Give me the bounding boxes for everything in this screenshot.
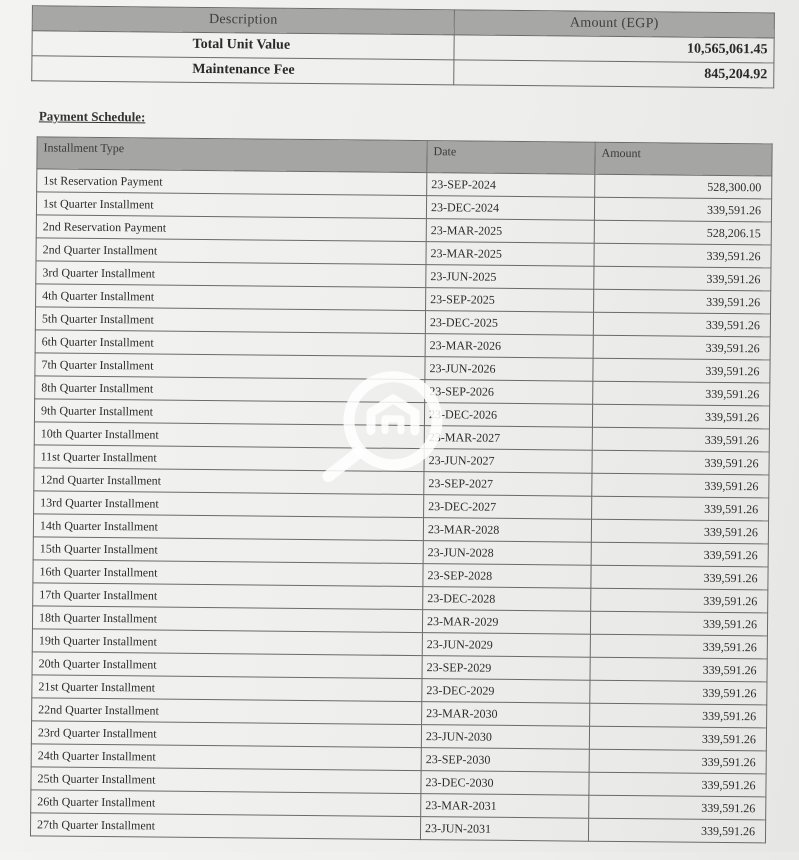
installment-type-cell: 19th Quarter Installment (32, 629, 422, 656)
installment-type-cell: 8th Quarter Installment (35, 376, 425, 403)
amount-cell: 339,591.26 (594, 197, 771, 222)
amount-cell: 339,591.26 (593, 335, 770, 360)
installment-type-cell: 14th Quarter Installment (33, 514, 423, 541)
installment-type-cell: 9th Quarter Installment (34, 399, 424, 426)
schedule-body (30, 169, 771, 843)
amount-cell: 339,591.26 (592, 450, 769, 475)
date-cell: 23-SEP-2025 (426, 288, 594, 313)
amount-cell: 339,591.26 (589, 749, 766, 774)
amount-cell: 339,591.26 (593, 358, 770, 383)
payment-schedule-title: Payment Schedule: (38, 108, 146, 125)
date-cell: 23-JUN-2031 (420, 817, 588, 842)
installment-type-cell: 16th Quarter Installment (33, 560, 423, 587)
amount-cell: 339,591.26 (589, 726, 766, 751)
amount-cell: 339,591.26 (591, 565, 768, 590)
date-cell: 23-MAR-2025 (426, 219, 594, 244)
amount-cell: 339,591.26 (591, 519, 768, 544)
date-cell: 23-MAR-2027 (424, 426, 592, 451)
amount-cell: 339,591.26 (592, 404, 769, 429)
date-cell: 23-SEP-2024 (427, 173, 595, 198)
amount-cell: 339,591.26 (591, 542, 768, 567)
date-cell: 23-DEC-2025 (425, 311, 593, 336)
installment-type-cell: 2nd Reservation Payment (36, 215, 426, 242)
amount-cell: 339,591.26 (593, 312, 770, 337)
summary-table (31, 5, 775, 88)
date-cell: 23-DEC-2029 (422, 679, 590, 704)
installment-type-cell: 20th Quarter Installment (32, 652, 422, 679)
installment-type-cell: 26th Quarter Installment (31, 790, 421, 817)
date-cell: 23-DEC-2027 (424, 495, 592, 520)
summary-header-description: Description (32, 6, 454, 35)
installment-type-cell: 27th Quarter Installment (30, 813, 420, 840)
amount-cell: 339,591.26 (590, 634, 767, 659)
date-cell: 23-DEC-2028 (423, 587, 591, 612)
amount-cell: 339,591.26 (590, 611, 767, 636)
date-cell: 23-SEP-2030 (421, 748, 589, 773)
installment-type-cell: 23rd Quarter Installment (31, 721, 421, 748)
installment-type-cell: 2nd Quarter Installment (36, 238, 426, 265)
schedule-header-date: Date (427, 141, 595, 175)
installment-type-cell: 13rd Quarter Installment (34, 491, 424, 518)
date-cell: 23-SEP-2026 (425, 380, 593, 405)
date-cell: 23-MAR-2025 (426, 242, 594, 267)
installment-type-cell: 12nd Quarter Installment (34, 468, 424, 495)
amount-cell: 339,591.26 (590, 657, 767, 682)
date-cell: 23-JUN-2030 (421, 725, 589, 750)
installment-type-cell: 21st Quarter Installment (32, 675, 422, 702)
amount-cell: 339,591.26 (589, 772, 766, 797)
payment-schedule-table (30, 136, 773, 843)
summary-amount: 10,565,061.45 (454, 35, 774, 63)
date-cell: 23-DEC-2024 (426, 196, 594, 221)
amount-cell: 339,591.26 (592, 427, 769, 452)
amount-cell: 528,300.00 (595, 174, 772, 199)
date-cell: 23-MAR-2030 (422, 702, 590, 727)
schedule-header-amount: Amount (595, 142, 772, 176)
installment-type-cell: 17th Quarter Installment (33, 583, 423, 610)
date-cell: 23-MAR-2029 (422, 610, 590, 635)
installment-type-cell: 1st Quarter Installment (36, 192, 426, 219)
amount-cell: 339,591.26 (590, 680, 767, 705)
installment-type-cell: 7th Quarter Installment (35, 353, 425, 380)
amount-cell: 339,591.26 (591, 588, 768, 613)
installment-type-cell: 11st Quarter Installment (34, 445, 424, 472)
amount-cell: 339,591.26 (594, 289, 771, 314)
date-cell: 23-MAR-2031 (421, 794, 589, 819)
installment-type-cell: 6th Quarter Installment (35, 330, 425, 357)
amount-cell: 339,591.26 (594, 266, 771, 291)
installment-type-cell: 25th Quarter Installment (31, 767, 421, 794)
date-cell: 23-JUN-2025 (426, 265, 594, 290)
installment-type-cell: 18th Quarter Installment (32, 606, 422, 633)
amount-cell: 339,591.26 (588, 818, 765, 843)
installment-type-cell: 15th Quarter Installment (33, 537, 423, 564)
installment-type-cell: 4th Quarter Installment (36, 284, 426, 311)
date-cell: 23-JUN-2027 (424, 449, 592, 474)
installment-type-cell: 24th Quarter Installment (31, 744, 421, 771)
date-cell: 23-JUN-2028 (423, 541, 591, 566)
installment-type-cell: 10th Quarter Installment (34, 422, 424, 449)
amount-cell: 528,206.15 (594, 220, 771, 245)
amount-cell: 339,591.26 (590, 703, 767, 728)
amount-cell: 339,591.26 (593, 381, 770, 406)
summary-header-amount: Amount (EGP) (454, 10, 774, 38)
date-cell: 23-JUN-2026 (425, 357, 593, 382)
amount-cell: 339,591.26 (594, 243, 771, 268)
summary-amount: 845,204.92 (454, 60, 774, 88)
date-cell: 23-JUN-2029 (422, 633, 590, 658)
amount-cell: 339,591.26 (589, 795, 766, 820)
date-cell: 23-SEP-2027 (424, 472, 592, 497)
date-cell: 23-MAR-2028 (423, 518, 591, 543)
amount-cell: 339,591.26 (592, 473, 769, 498)
installment-type-cell: 5th Quarter Installment (35, 307, 425, 334)
installment-type-cell: 22nd Quarter Installment (32, 698, 422, 725)
summary-label: Total Unit Value (32, 31, 454, 60)
summary-body (32, 31, 774, 88)
schedule-header-type: Installment Type (37, 137, 427, 173)
installment-type-cell: 3rd Quarter Installment (36, 261, 426, 288)
date-cell: 23-DEC-2026 (424, 403, 592, 428)
date-cell: 23-SEP-2029 (422, 656, 590, 681)
installment-type-cell: 1st Reservation Payment (37, 169, 427, 196)
summary-label: Maintenance Fee (32, 56, 454, 85)
date-cell: 23-MAR-2026 (425, 334, 593, 359)
date-cell: 23-SEP-2028 (423, 564, 591, 589)
date-cell: 23-DEC-2030 (421, 771, 589, 796)
amount-cell: 339,591.26 (592, 496, 769, 521)
